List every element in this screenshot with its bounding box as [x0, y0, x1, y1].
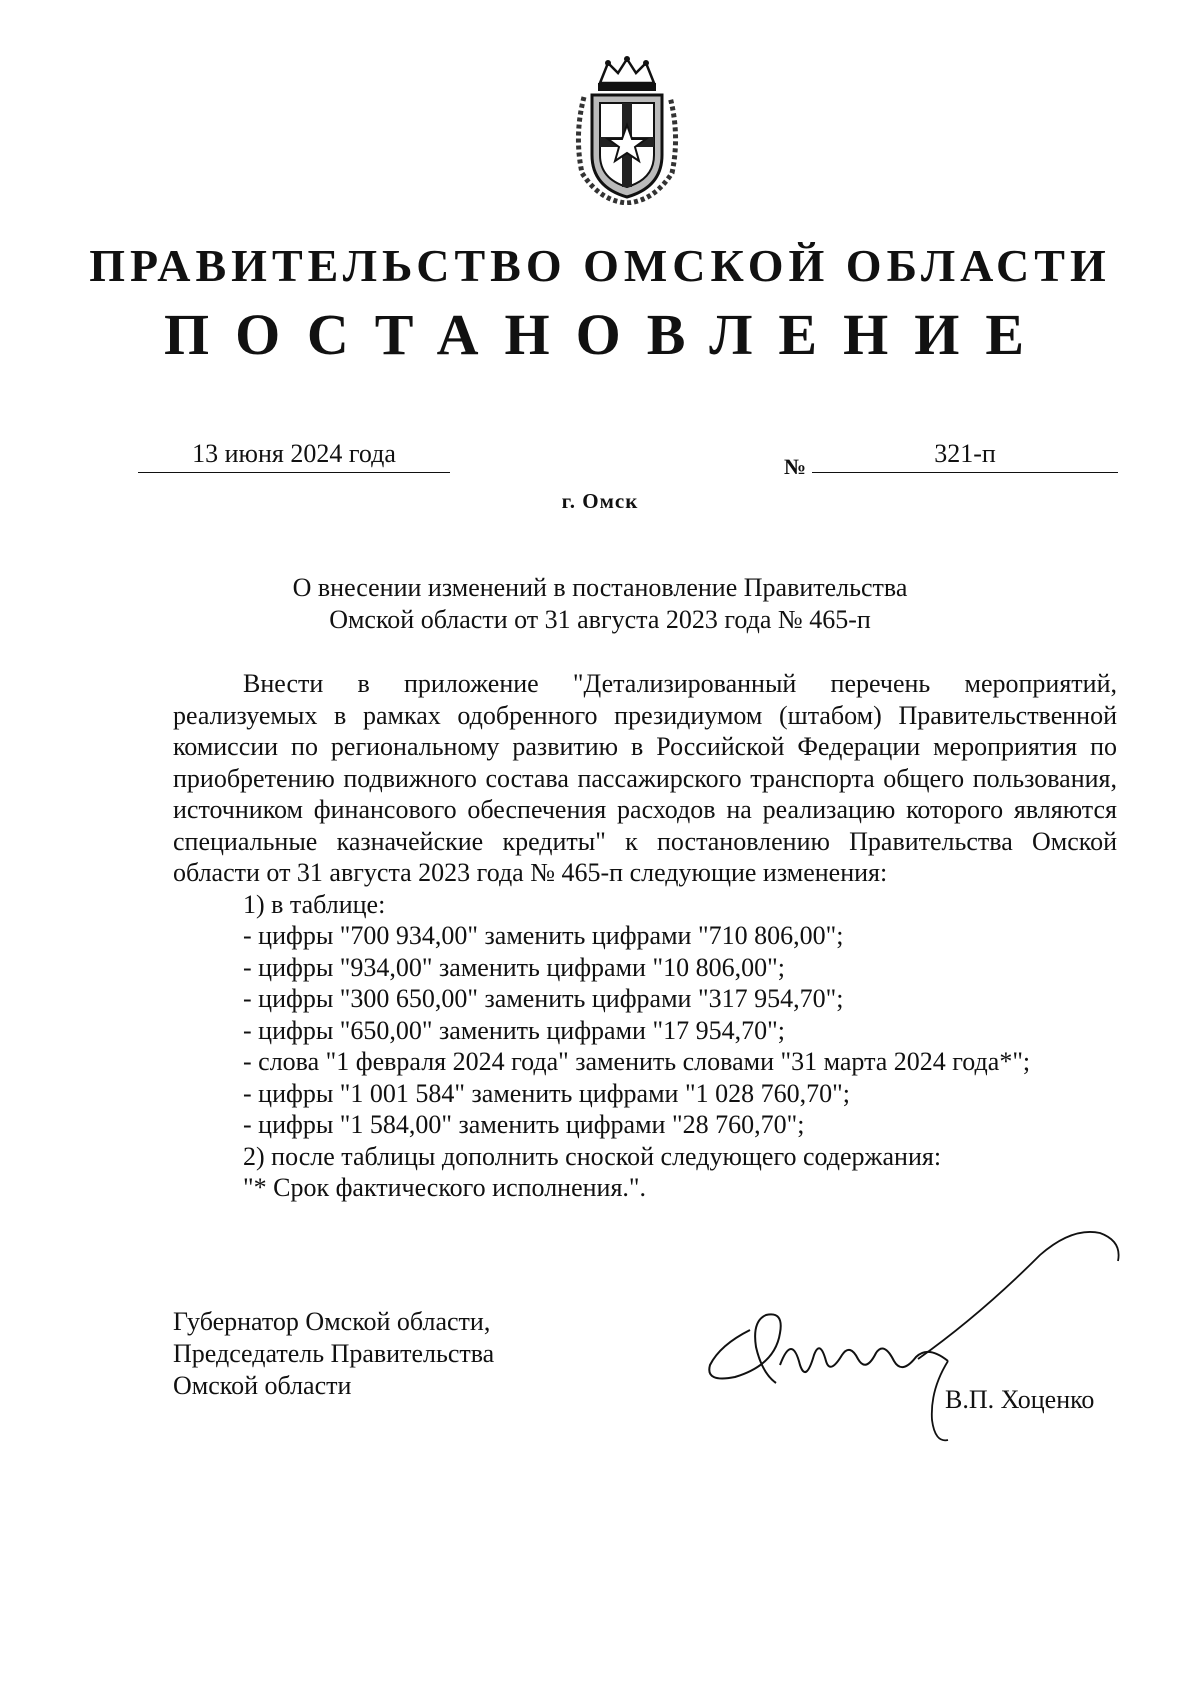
organization-title: ПРАВИТЕЛЬСТВО ОМСКОЙ ОБЛАСТИ [89, 240, 1111, 291]
list-item: - цифры "700 934,00" заменить цифрами "710 806,00"; [243, 921, 844, 950]
omsk-region-coat-of-arms-emblem [570, 55, 685, 205]
subject-line: Омской области от 31 августа 2023 года № 465-п [329, 605, 871, 634]
main-paragraph: Внести в приложение "Детализированный перечень мероприятий, реализуемых в рамках одобренного президиумом (штабом) Правительственной комиссии по региональному развитию в Российской Федерации мероприятия по приобретению подвижного состава пассажирского транспорта общего пользования, источником финансового обеспечения расходов на реализацию которого являются специальные казначейские кредиты" к постановлению Правительства Омской области от 31 августа 2023 года № 465-п следующие изменения: [173, 669, 1117, 887]
list-item: - цифры "1 584,00" заменить цифрами "28 760,70"; [243, 1110, 805, 1139]
list-item: - цифры "1 001 584" заменить цифрами "1 028 760,70"; [243, 1078, 850, 1108]
subject-line: О внесении изменений в постановление Правительства [292, 573, 908, 602]
document-subject [200, 572, 1000, 636]
document-date: 13 июня 2024 года [138, 438, 450, 473]
position-line: Губернатор Омской области, [173, 1307, 491, 1336]
signatory-name: В.П. Хоценко [945, 1385, 1095, 1414]
position-line: Омской области [173, 1371, 352, 1400]
list-item: - цифры "650,00" заменить цифрами "17 954,70"; [243, 1015, 785, 1045]
list-item: - цифры "300 650,00" заменить цифрами "317 954,70"; [243, 984, 844, 1013]
list-item: - слова "1 февраля 2024 года" заменить словами "31 марта 2024 года*"; [243, 1047, 1031, 1076]
list-item: 2) после таблицы дополнить сноской следующего содержания: [243, 1141, 942, 1171]
list-item: "* Срок фактического исполнения.". [243, 1173, 647, 1202]
signatory-position [173, 1306, 593, 1402]
document-body [173, 668, 1117, 1204]
document-type-heading: ПОСТАНОВЛЕНИЕ [163, 302, 1051, 367]
document-place: г. Омск [561, 489, 639, 513]
list-item: 1) в таблице: [243, 889, 386, 919]
document-number: 321-п [812, 438, 1118, 473]
list-item: - цифры "934,00" заменить цифрами "10 806,00"; [243, 952, 785, 982]
number-sign-label: № [784, 454, 807, 479]
position-line: Председатель Правительства [173, 1339, 495, 1368]
